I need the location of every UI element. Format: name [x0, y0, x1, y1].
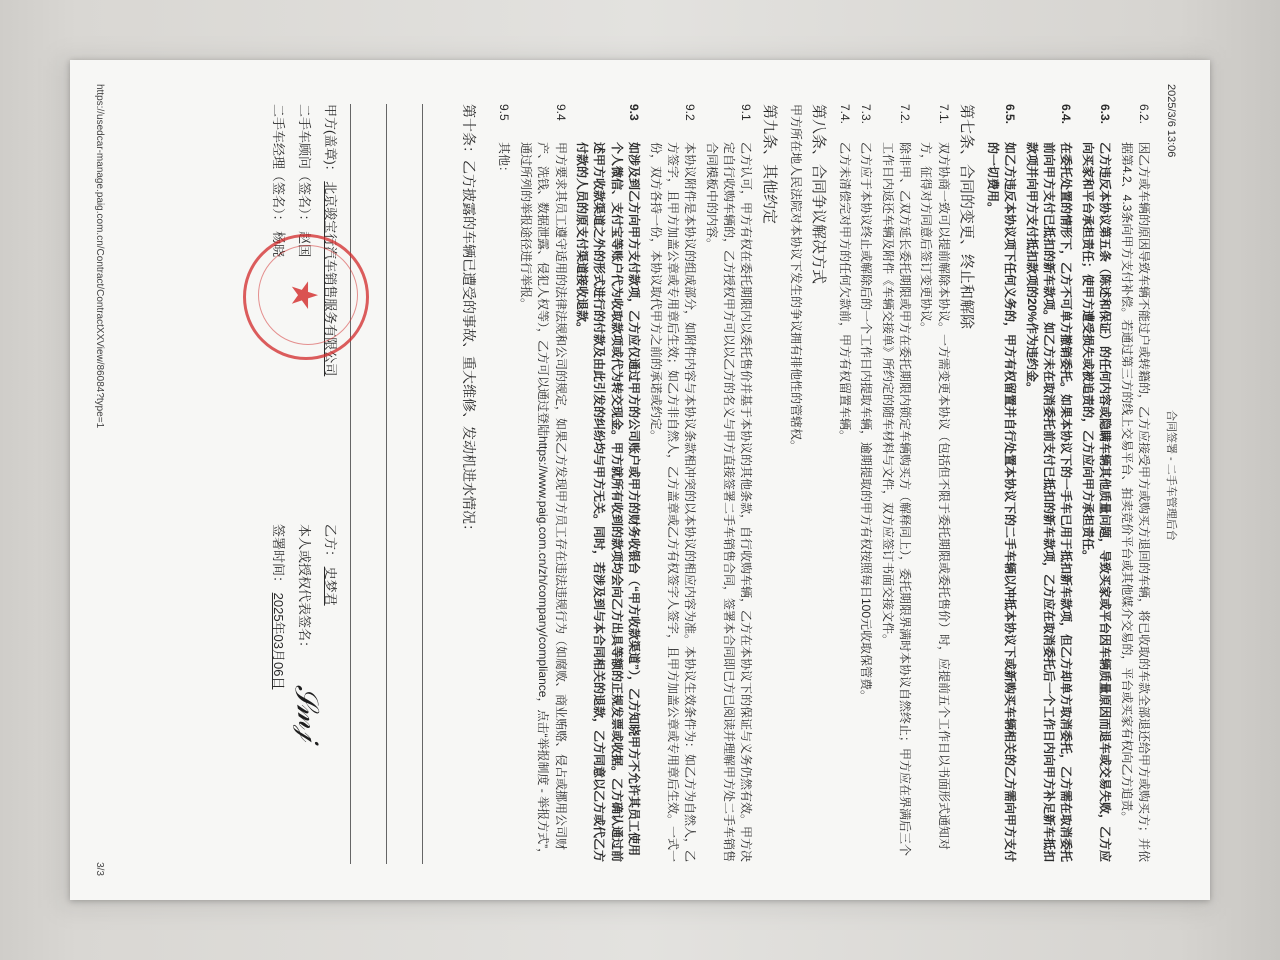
- clause-number: 6.5.: [1003, 104, 1018, 125]
- advisor-label: 二手车顾问（签名）：: [297, 104, 313, 228]
- advisor-name: 赵国: [297, 231, 313, 258]
- section-8-text-row: [786, 104, 803, 864]
- clause-number: 7.2.: [897, 104, 912, 125]
- clause-9-2: [646, 104, 698, 864]
- manager-label: 二手车经理（签名）：: [271, 104, 287, 228]
- clause-text: 在委托处置的情形下，乙方不可单方撤销委托。如果本协议下的一手车已用于抵扣新车款项，但乙方却单方取消委托，乙方需在取消委托前向甲方支付已抵扣的新车款项。如乙方未在取消委托前支付已抵扣的新车款项，乙方应在取消委托后一个工作日内向甲方补足新车抵扣款项并向甲方支付抵扣款项的20%作为违约金。: [1024, 142, 1074, 863]
- clause-6-3: [1078, 104, 1113, 864]
- contract-paper: [70, 60, 1210, 900]
- section-10-title: 第十条：乙方披露的车辆已遭受的事故、重大维修、发动机进水情况：: [461, 104, 478, 538]
- clause-text: 如乙方违反本协议项下任何义务的，甲方有权留置并自行处置本协议下的二手车辆以冲抵本协议下或新购买车辆相关的乙方需向甲方支付的一切费用。: [985, 142, 1018, 863]
- clause-text: 其他：: [497, 142, 512, 179]
- date-row: [268, 524, 287, 689]
- clause-7-2: [878, 104, 913, 864]
- clause-6-5: [983, 104, 1018, 864]
- clause-7-1: [917, 104, 952, 864]
- clause-text: 甲方要求其员工遵守适用的法律法规和公司的规定，如果乙方发现甲方员工存在违法违规行为（如腐败、商业贿赂、侵占或挪用公司财产、洗钱、数据泄露、侵犯人权等），乙方可以通过登陆https://www.paig.com.cn/zh/company/compliance，点击“举报制度 - 举报方式”，通过所列的举报途径进行举报。: [518, 142, 568, 861]
- header-title: 合同签署 - 二手车管理后台: [1165, 410, 1177, 541]
- handwritten-signature: 𝒮𝓂𝒿: [287, 682, 328, 739]
- contract-body: [259, 104, 1152, 864]
- clause-9-1: [702, 104, 754, 864]
- section-7-title: 第七条、合同的变更、终止和解除: [958, 104, 976, 330]
- clause-6-2: [1117, 104, 1152, 864]
- clause-text: 因乙方或车辆的原因导致车辆不能过户或转籍的，乙方应接受甲方或购买方退回的车辆，将已收取的车款全部退还给甲方或购买方；并依据第4.2、4.3条向甲方支付补偿。若通过第三方的线上交易平台、拍卖竞价平台或其他媒介交易的，平台或买家有权向乙方追责。: [1119, 142, 1151, 863]
- clause-number: 9.4: [553, 104, 568, 121]
- star-icon: ★: [284, 279, 326, 312]
- clause-number: 6.4.: [1059, 104, 1074, 125]
- date-value: 2025年03月06日: [271, 592, 287, 690]
- clause-text: 乙方违反本协议第五条（陈述和保证）的任何内容或隐瞒车辆其他质量问题，导致买家或平台因车辆质量原因而退车或交易失败，乙方应向买家和平台承担责任；使甲方遭受损失或被追责的，乙方应向甲方承担责任。: [1080, 142, 1113, 863]
- party-b-name: 史梦君: [323, 566, 339, 606]
- clause-6-4: [1022, 104, 1074, 864]
- clause-text: 乙方应于本协议终止或解除后的一个工作日内提取车辆，逾期提取的甲方有权按照每日100元收取保管费。: [859, 142, 874, 703]
- divider: [386, 104, 387, 864]
- section-8-text: 甲方所在地人民法院对本协议下发生的争议拥有排他性的管辖权。: [788, 104, 803, 453]
- clause-9-3: [573, 104, 643, 864]
- contract-page: [70, 60, 1210, 900]
- clause-number: 7.4.: [837, 104, 852, 125]
- clause-7-4: [835, 104, 852, 864]
- manager-row: [268, 104, 287, 257]
- clause-number: 9.3: [627, 104, 642, 121]
- clause-number: 7.3.: [859, 104, 874, 125]
- section-8-title: 第八条、合同争议解决方式: [810, 104, 828, 285]
- clause-number: 9.2: [683, 104, 698, 121]
- party-b-row: [320, 524, 339, 606]
- clause-number: 7.1.: [936, 104, 951, 125]
- clause-text: 本协议附件是本协议的组成部分，如附件内容与本协议条款相冲突的以本协议的相应内容为准。本协议生效条件为：如乙方为自然人，乙方签字，且甲方加盖公章或专用章后生效；如乙方非自然人，乙方盖章或乙方有权签字人签字，且甲方加盖公章或专用章后生效。一式一份，双方各持一份，本协议取代甲方之前的承诺或约定。: [648, 142, 698, 863]
- clause-number: 6.3.: [1098, 104, 1113, 125]
- signature-area: [259, 104, 479, 864]
- clause-text: 如涉及到乙方向甲方支付款项，乙方应仅通过甲方的公司账户或甲方的财务收银台（“甲方收款渠道”），乙方知晓甲方不允许其员工使用个人微信、支付宝等账户代为收取款项或代为转交现金。甲方就所有收到的款项均会向乙方出具等额的正规发票或收据。乙方确认通过前述甲方收款渠道之外的形式进行的付款及由此引发的纠纷均与甲方无关。同时，若涉及到与本合同相关的退款，乙方同意以乙方或代乙方付款的人员的原支付渠道接收退款。: [574, 142, 642, 863]
- clause-9-4: [516, 104, 568, 864]
- rep-label: 本人或授权代表签名：: [297, 524, 313, 655]
- party-b-label: 乙方：: [323, 524, 339, 564]
- divider: [350, 104, 351, 864]
- date-label: 签署时间：: [271, 524, 287, 590]
- clause-text: 乙方未清偿完对甲方的任何欠款前，甲方有权留置车辆。: [837, 142, 852, 443]
- clause-text: 双方协商一致可以提前解除本协议。一方需变更本协议（包括但不限于委托期限或委托售价）时，应提前五个工作日以书面形式通知对方，征得对方同意后签订变更协议。: [919, 142, 951, 851]
- divider: [422, 104, 423, 864]
- clause-text: 除非甲、乙双方延长委托期限或甲方在委托期限内锁定车辆购买方（解释同上），委托期限界满时本协议自然终止；甲方应在界满后三个工作日内返还车辆及附件《车辆交接单》所约定的随车材料与文件，双方应签订书面交接文件。: [880, 142, 912, 857]
- clause-7-3: [857, 104, 874, 864]
- clause-number: 9.1: [739, 104, 754, 121]
- header-timestamp: 2025/3/6 13:06: [1165, 84, 1177, 158]
- clause-9-5: [495, 104, 512, 864]
- clause-text: 乙方认可，甲方有权在委托期限内以委托售价并基于本协议的其他条款，自行收购车辆，乙方在本协议下的保证与义务仍然有效。甲方决定自行收购车辆的，乙方授权甲方可以以乙方的名义与甲方直接签署二手车销售合同，签署本合同即已方已阅读并理解甲方处二手车销售合同模板中的内容。: [704, 142, 754, 863]
- clause-number: 6.2.: [1137, 104, 1151, 125]
- clause-number: 9.5: [497, 104, 512, 121]
- party-a-label: 甲方(盖章)：: [323, 104, 339, 178]
- section-9-title: 第九条、其他约定: [761, 104, 779, 225]
- company-seal: [243, 234, 369, 360]
- rep-row: [294, 524, 313, 654]
- footer-url: https://usedcar-manage.paig.com.cn/Contract/ContractXXView/86084?type=1: [94, 84, 105, 429]
- page-number: 3/3: [94, 862, 105, 876]
- party-a-name: 北京骏宝行汽车销售服务有限公司: [323, 181, 339, 377]
- manager-name: 杨晓: [271, 231, 287, 258]
